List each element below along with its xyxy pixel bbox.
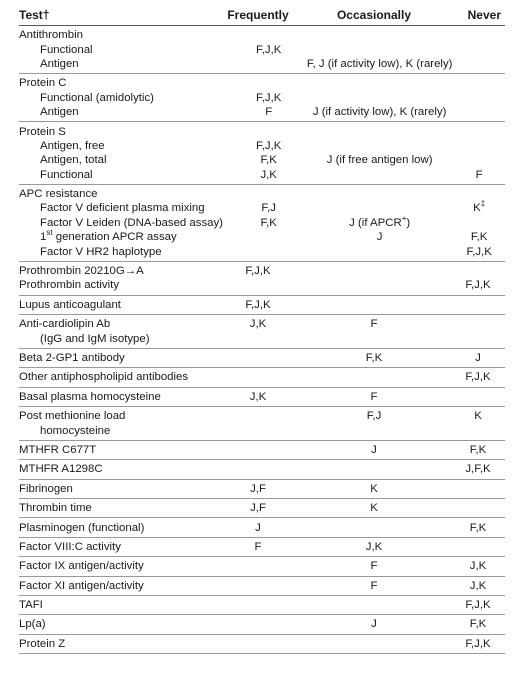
test-name: Factor V deficient plasma mixing [40, 202, 205, 215]
frequently-value: J,K [260, 168, 277, 181]
occasionally-value: F [370, 560, 378, 573]
test-name: Functional [40, 168, 93, 181]
table-row [19, 351, 505, 365]
test-name: MTHFR C677T [19, 443, 97, 456]
table-group [19, 577, 505, 596]
frequently-value: F,J,K [256, 91, 282, 104]
test-name: Beta 2-GP1 antibody [19, 352, 125, 364]
occasionally-value: J [371, 618, 377, 631]
test-name: Factor XI antigen/activity [19, 579, 144, 592]
never-value: F,J,K [465, 279, 491, 292]
never-value: K [474, 410, 482, 423]
test-name: Lp(a) [19, 618, 46, 631]
table-group [19, 557, 505, 576]
table-row [19, 637, 505, 651]
table-group [19, 499, 505, 518]
never-value: J,F,K [465, 463, 491, 476]
table-group [19, 262, 505, 296]
occasionally-value: J,K [365, 540, 383, 553]
frequently-value: F,J,K [245, 265, 271, 278]
table-row [19, 390, 505, 404]
table-group [19, 407, 505, 441]
table-row [19, 168, 505, 182]
table-group [19, 480, 505, 499]
table-group [19, 26, 505, 74]
table-row [19, 598, 505, 612]
table-row [19, 501, 505, 515]
test-name: Protein S [19, 125, 66, 138]
frequently-value: J [255, 521, 261, 534]
never-value: F,K [469, 521, 487, 534]
table-row [19, 520, 505, 534]
frequently-value: F,J [261, 202, 276, 215]
test-name: Thrombin time [19, 502, 92, 515]
table-group [19, 388, 505, 407]
table-row [19, 124, 505, 138]
table-row [19, 201, 505, 215]
never-value: K‡ [473, 199, 486, 215]
table-row [19, 298, 505, 312]
frequently-value: J,F [250, 482, 266, 495]
never-value: F,K [469, 443, 487, 456]
table-row [19, 482, 505, 496]
test-name: Functional (amidolytic) [40, 91, 154, 104]
test-name: Factor V HR2 haplotype [40, 245, 162, 258]
table-row [19, 57, 505, 71]
table-row [19, 230, 505, 244]
frequently-value: F,K [260, 216, 277, 229]
table-group [19, 368, 505, 387]
occasionally-value: F [370, 579, 378, 592]
table-group [19, 441, 505, 460]
table-group [19, 74, 505, 122]
test-name: Antigen [40, 57, 79, 70]
frequently-value: J,K [249, 390, 267, 403]
table-row [19, 153, 505, 167]
never-value: J [475, 352, 481, 364]
table-group [19, 460, 505, 479]
never-value: F,J,K [466, 245, 492, 258]
test-name: Basal plasma homocysteine [19, 390, 161, 403]
table-row [19, 264, 505, 278]
table-group [19, 315, 505, 349]
table-row [19, 139, 505, 153]
table-group [19, 615, 505, 634]
frequently-value: F,J,K [245, 298, 271, 311]
test-name: MTHFR A1298C [19, 463, 103, 476]
test-name: Factor IX antigen/activity [19, 560, 144, 573]
header-test: Test† [19, 8, 50, 22]
table-row [19, 216, 505, 230]
test-name: Lupus anticoagulant [19, 298, 121, 311]
table-row [19, 409, 505, 423]
table-header [19, 5, 505, 26]
test-name: Anti-cardiolipin Ab [19, 318, 111, 331]
table-row [19, 331, 505, 345]
table-row [19, 423, 505, 437]
table-row [19, 462, 505, 476]
occasionally-value: F [370, 390, 378, 403]
table-row [19, 42, 505, 56]
test-name: Factor VIII:C activity [19, 540, 121, 553]
table-row [19, 28, 505, 42]
table-row [19, 91, 505, 105]
frequently-value: J,K [249, 318, 267, 331]
test-name-sup: st [46, 228, 53, 238]
test-name: Antigen, free [40, 139, 105, 152]
test-name: Factor V Leiden (DNA-based assay) [40, 216, 223, 229]
table-group [19, 538, 505, 557]
table-row [19, 370, 505, 384]
table-group [19, 635, 505, 654]
occasionally-value: J (if free antigen low) [326, 154, 433, 167]
occasionally-value-sup: + [401, 214, 407, 224]
occasionally-value: J [371, 443, 377, 456]
occasionally-value: F,J [366, 410, 382, 423]
test-name: APC resistance [19, 188, 98, 201]
never-value: F [475, 168, 483, 181]
test-name: (IgG and IgM isotype) [40, 332, 150, 345]
table-row [19, 317, 505, 331]
table-group [19, 596, 505, 615]
table-body [19, 26, 505, 654]
table-row [19, 105, 505, 119]
table-row [19, 540, 505, 554]
occasionally-value: F,K [365, 352, 383, 364]
frequently-value: F,J,K [256, 139, 282, 152]
occasionally-value: J (if APCR+) [349, 214, 411, 229]
test-name: Functional [40, 43, 93, 56]
never-value: F,J,K [465, 599, 491, 612]
header-frequently: Frequently [227, 8, 289, 22]
table-group [19, 122, 505, 185]
frequently-value: F [254, 540, 262, 553]
test-name: Protein C [19, 77, 67, 90]
header-never: Never [467, 8, 501, 22]
table-row [19, 187, 505, 201]
test-name: Plasminogen (functional) [19, 521, 145, 534]
test-name: Antigen, total [40, 154, 107, 167]
never-value: J,K [469, 560, 487, 573]
test-name: 1st generation APCR assay [40, 228, 177, 244]
table-row [19, 443, 505, 457]
test-name: Antigen [40, 106, 79, 119]
table-group [19, 185, 505, 262]
table-row [19, 278, 505, 292]
never-value-sup: ‡ [480, 199, 486, 209]
occasionally-value: F [370, 318, 378, 331]
table-row [19, 76, 505, 90]
occasionally-value: J [376, 231, 383, 244]
test-name: Fibrinogen [19, 482, 73, 495]
test-name: Protein Z [19, 637, 66, 650]
test-name: homocysteine [40, 424, 111, 437]
table-row [19, 617, 505, 631]
never-value: F,K [469, 618, 487, 631]
occasionally-value: K [370, 482, 378, 495]
never-value: F,J,K [465, 637, 491, 650]
table-group [19, 296, 505, 315]
never-value: J,K [469, 579, 487, 592]
occasionally-value: J (if activity low), K (rarely) [312, 106, 447, 119]
test-name: Other antiphospholipid antibodies [19, 371, 189, 384]
test-name: Antithrombin [19, 29, 83, 42]
occasionally-value: F, J (if activity low), K (rarely) [306, 57, 453, 70]
frequently-value: J,F [250, 502, 266, 515]
never-value: F,J,K [465, 371, 491, 384]
table-row [19, 579, 505, 593]
test-name: Prothrombin activity [19, 279, 120, 292]
frequently-value: F [265, 106, 273, 119]
test-name: TAFI [19, 599, 43, 612]
table-group [19, 349, 505, 368]
header-occasionally: Occasionally [336, 8, 412, 22]
test-table [19, 5, 505, 654]
table-row [19, 559, 505, 573]
never-value: F,K [470, 231, 488, 244]
test-name: Prothrombin 20210G→A [19, 265, 144, 278]
frequently-value: F,K [260, 154, 277, 167]
test-name: Post methionine load [19, 410, 126, 423]
occasionally-value: K [370, 502, 378, 515]
frequently-value: F,J,K [256, 43, 282, 56]
table-group [19, 518, 505, 537]
table-row [19, 244, 505, 258]
